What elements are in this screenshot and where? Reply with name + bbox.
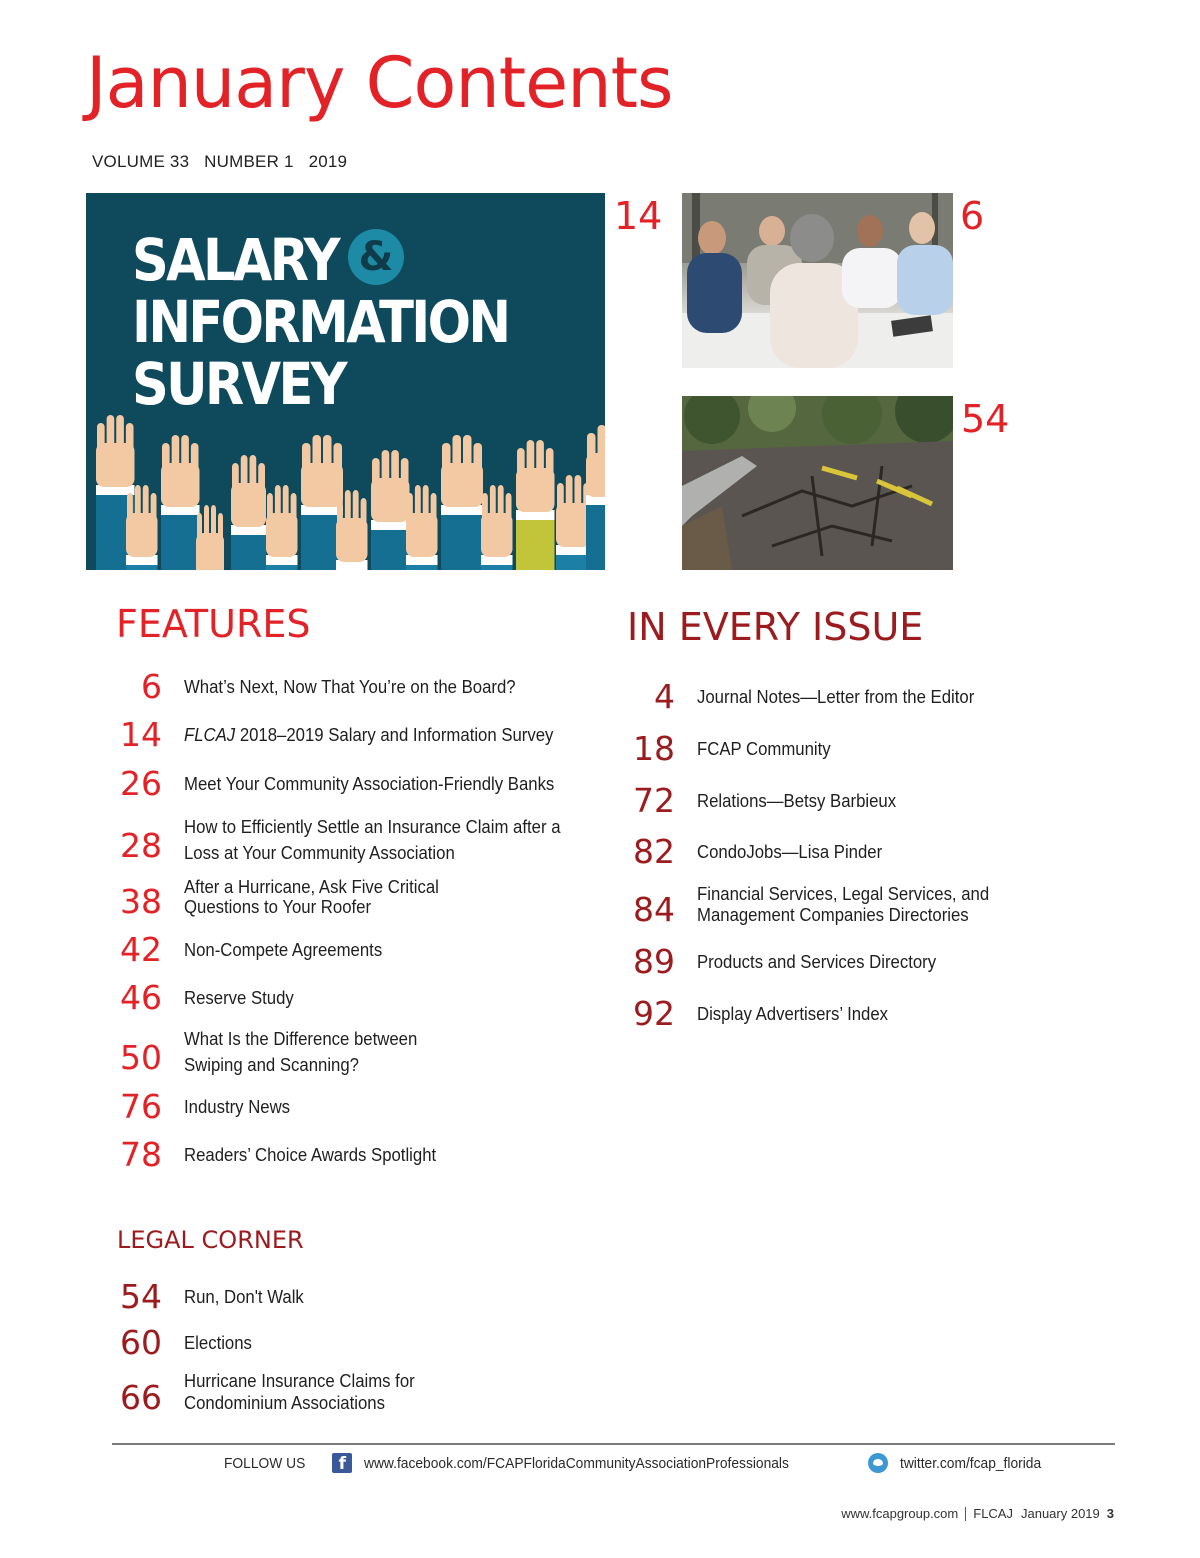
salary-survey-graphic[interactable] xyxy=(86,193,605,570)
finger-shape xyxy=(353,490,359,524)
finger-shape xyxy=(361,498,367,532)
finger-shape xyxy=(126,423,134,457)
issue-item[interactable] xyxy=(597,883,1011,929)
finger-shape xyxy=(250,455,257,489)
feature-item[interactable] xyxy=(84,1026,435,1078)
feature-title: Industry News xyxy=(184,1096,291,1117)
feature-title: What’s Next, Now That You’re on the Board? xyxy=(184,676,516,697)
meeting-photo[interactable] xyxy=(682,193,953,368)
feature-page-number: 28 xyxy=(120,825,162,865)
finger-shape xyxy=(557,483,564,517)
finger-shape xyxy=(211,505,216,539)
feature-item[interactable] xyxy=(84,1087,298,1126)
sleeve-shape xyxy=(371,528,410,570)
legal-page-number: 54 xyxy=(120,1277,162,1316)
feature-item[interactable] xyxy=(84,764,582,803)
finger-shape xyxy=(337,498,343,532)
finger-shape xyxy=(151,493,157,527)
ampersand-badge: & xyxy=(348,229,404,285)
finger-shape xyxy=(431,493,437,527)
issue-page-number: 92 xyxy=(633,994,675,1033)
page-footer xyxy=(841,1506,1114,1521)
finger-shape xyxy=(162,443,170,477)
legal-page-number: 66 xyxy=(120,1377,162,1417)
finger-shape xyxy=(506,493,512,527)
finger-shape xyxy=(97,423,105,457)
issue-page-number: 4 xyxy=(654,677,675,716)
damaged-road-photo[interactable] xyxy=(682,396,953,570)
publication-name: FLCAJ xyxy=(184,724,236,745)
issue-item[interactable] xyxy=(597,994,902,1033)
issue-page-number: 82 xyxy=(633,832,675,871)
finger-shape xyxy=(267,493,273,527)
graphic-line-information: INFORMATION xyxy=(132,288,509,356)
feature-title: Meet Your Community Association-Friendly Banks xyxy=(184,773,555,794)
finger-shape xyxy=(498,485,504,519)
issue-page-number: 89 xyxy=(633,942,675,981)
publication-name-footer: FLCAJ xyxy=(973,1506,1013,1521)
finger-shape xyxy=(453,435,462,469)
feature-title: Non-Compete Agreements xyxy=(184,939,383,960)
finger-shape xyxy=(291,493,297,527)
finger-shape xyxy=(302,443,311,477)
finger-shape xyxy=(391,450,399,484)
finger-shape xyxy=(283,485,289,519)
page-title: January Contents xyxy=(86,42,673,124)
finger-shape xyxy=(127,493,133,527)
facebook-link[interactable]: www.facebook.com/FCAPFloridaCommunityAssociationProfessionals xyxy=(364,1454,790,1472)
finger-shape xyxy=(345,490,351,524)
feature-page-number: 26 xyxy=(120,764,162,803)
issue-item[interactable] xyxy=(597,729,841,768)
graphic-line-survey: SURVEY xyxy=(132,350,346,418)
feature-item[interactable] xyxy=(84,814,589,866)
legal-corner-heading: LEGAL CORNER xyxy=(117,1226,304,1254)
sleeve-shape xyxy=(161,513,200,570)
legal-item[interactable] xyxy=(84,1370,432,1417)
issue-item[interactable] xyxy=(597,677,995,716)
sleeve-shape xyxy=(516,518,555,570)
finger-shape xyxy=(482,493,488,527)
finger-shape xyxy=(382,450,390,484)
issue-title: FCAP Community xyxy=(697,738,831,759)
finger-shape xyxy=(323,435,332,469)
number-label: NUMBER 1 xyxy=(204,152,294,171)
legal-item[interactable] xyxy=(84,1277,313,1316)
finger-shape xyxy=(566,475,573,509)
finger-shape xyxy=(490,485,496,519)
feature-title: Reserve Study xyxy=(184,987,294,1008)
legal-title: Elections xyxy=(184,1332,252,1353)
finger-shape xyxy=(407,493,413,527)
issue-page-number: 72 xyxy=(633,781,675,820)
legal-title: Run, Don't Walk xyxy=(184,1286,304,1307)
site-url[interactable]: www.fcapgroup.com xyxy=(841,1506,959,1521)
feature-page-number: 6 xyxy=(141,667,162,706)
finger-shape xyxy=(587,433,596,467)
legal-item[interactable] xyxy=(84,1323,257,1362)
issue-title: Products and Services Directory xyxy=(697,951,937,972)
feature-page-number: 50 xyxy=(120,1037,162,1077)
finger-shape xyxy=(575,475,582,509)
twitter-icon[interactable] xyxy=(868,1453,888,1473)
finger-shape xyxy=(536,440,544,474)
issue-info xyxy=(92,152,357,172)
finger-shape xyxy=(415,485,421,519)
feature-item[interactable] xyxy=(84,875,458,921)
feature-item[interactable] xyxy=(84,1135,455,1174)
finger-shape xyxy=(181,435,189,469)
feature-title: What Is the Difference between Swiping and Scanning? xyxy=(184,1029,418,1075)
finger-shape xyxy=(401,458,409,492)
finger-shape xyxy=(191,443,199,477)
twitter-link[interactable]: twitter.com/fcap_florida xyxy=(900,1454,1042,1472)
finger-shape xyxy=(423,485,429,519)
finger-shape xyxy=(334,443,343,477)
finger-shape xyxy=(258,463,265,497)
feature-item[interactable] xyxy=(84,667,541,706)
issue-item[interactable] xyxy=(597,781,911,820)
issue-item[interactable] xyxy=(597,832,896,871)
finger-shape xyxy=(204,505,209,539)
volume-label: VOLUME 33 xyxy=(92,152,190,171)
finger-shape xyxy=(107,415,115,449)
finger-shape xyxy=(463,435,472,469)
meeting-photo-illustration xyxy=(682,193,953,368)
raised-hands-illustration xyxy=(86,193,605,570)
finger-shape xyxy=(313,435,322,469)
issue-title: CondoJobs—Lisa Pinder xyxy=(697,841,883,862)
issue-title: Financial Services, Legal Services, and Management Companies Directories xyxy=(697,883,990,925)
features-heading: FEATURES xyxy=(116,602,311,646)
feature-page-number: 78 xyxy=(120,1135,162,1174)
footer-separator xyxy=(965,1507,966,1521)
issue-page-number: 18 xyxy=(633,729,675,768)
feature-page-number: 76 xyxy=(120,1087,162,1126)
feature-title: Readers’ Choice Awards Spotlight xyxy=(184,1144,437,1165)
damaged-road-illustration xyxy=(682,396,953,570)
finger-shape xyxy=(372,458,380,492)
issue-item[interactable] xyxy=(597,942,954,981)
issue-title: Relations—Betsy Barbieux xyxy=(697,790,897,811)
follow-us-label: FOLLOW US xyxy=(224,1454,306,1472)
feature-item[interactable] xyxy=(84,978,302,1017)
feature-page-number: 42 xyxy=(120,930,162,969)
feature-page-number: 14 xyxy=(120,715,162,754)
feature-title: FLCAJ 2018–2019 Salary and Information Survey xyxy=(184,724,554,745)
finger-shape xyxy=(474,443,483,477)
finger-shape xyxy=(135,485,141,519)
every-issue-heading: IN EVERY ISSUE xyxy=(627,605,924,649)
legal-page-number: 60 xyxy=(120,1323,162,1362)
feature-title: After a Hurricane, Ask Five Critical Questions to Your Roofer xyxy=(184,876,439,917)
finger-shape xyxy=(527,440,535,474)
finger-shape xyxy=(172,435,180,469)
graphic-line-salary: SALARY xyxy=(132,226,338,294)
facebook-icon[interactable]: f xyxy=(332,1453,352,1473)
finger-shape xyxy=(218,513,223,547)
finger-shape xyxy=(143,485,149,519)
road-page-number: 54 xyxy=(961,397,1010,441)
sleeve-shape xyxy=(231,533,266,570)
sleeve-shape xyxy=(441,513,483,570)
page-number: 3 xyxy=(1106,1506,1114,1521)
issue-page-number: 84 xyxy=(633,890,675,929)
feature-item[interactable] xyxy=(84,715,581,754)
sleeve-shape xyxy=(556,553,591,570)
finger-shape xyxy=(598,425,606,459)
finger-shape xyxy=(116,415,124,449)
issue-title: Display Advertisers’ Index xyxy=(697,1003,889,1024)
issue-title: Journal Notes—Letter from the Editor xyxy=(697,686,975,707)
sleeve-shape xyxy=(586,503,605,570)
survey-page-number: 14 xyxy=(614,194,663,238)
finger-shape xyxy=(442,443,451,477)
finger-shape xyxy=(546,448,554,482)
finger-shape xyxy=(197,513,202,547)
finger-shape xyxy=(232,463,239,497)
legal-title: Hurricane Insurance Claims for Condominium Associations xyxy=(184,1371,415,1413)
feature-page-number: 38 xyxy=(120,882,162,921)
finger-shape xyxy=(241,455,248,489)
feature-item[interactable] xyxy=(84,930,397,969)
finger-shape xyxy=(275,485,281,519)
social-links xyxy=(224,1453,1054,1473)
feature-page-number: 46 xyxy=(120,978,162,1017)
issue-date: January 2019 xyxy=(1020,1506,1100,1521)
meeting-page-number: 6 xyxy=(960,194,985,238)
finger-shape xyxy=(517,448,525,482)
feature-title: How to Efficiently Settle an Insurance Claim after a Loss at Your Community Association xyxy=(184,817,561,863)
footer-divider xyxy=(112,1443,1115,1445)
year-label: 2019 xyxy=(308,152,348,171)
